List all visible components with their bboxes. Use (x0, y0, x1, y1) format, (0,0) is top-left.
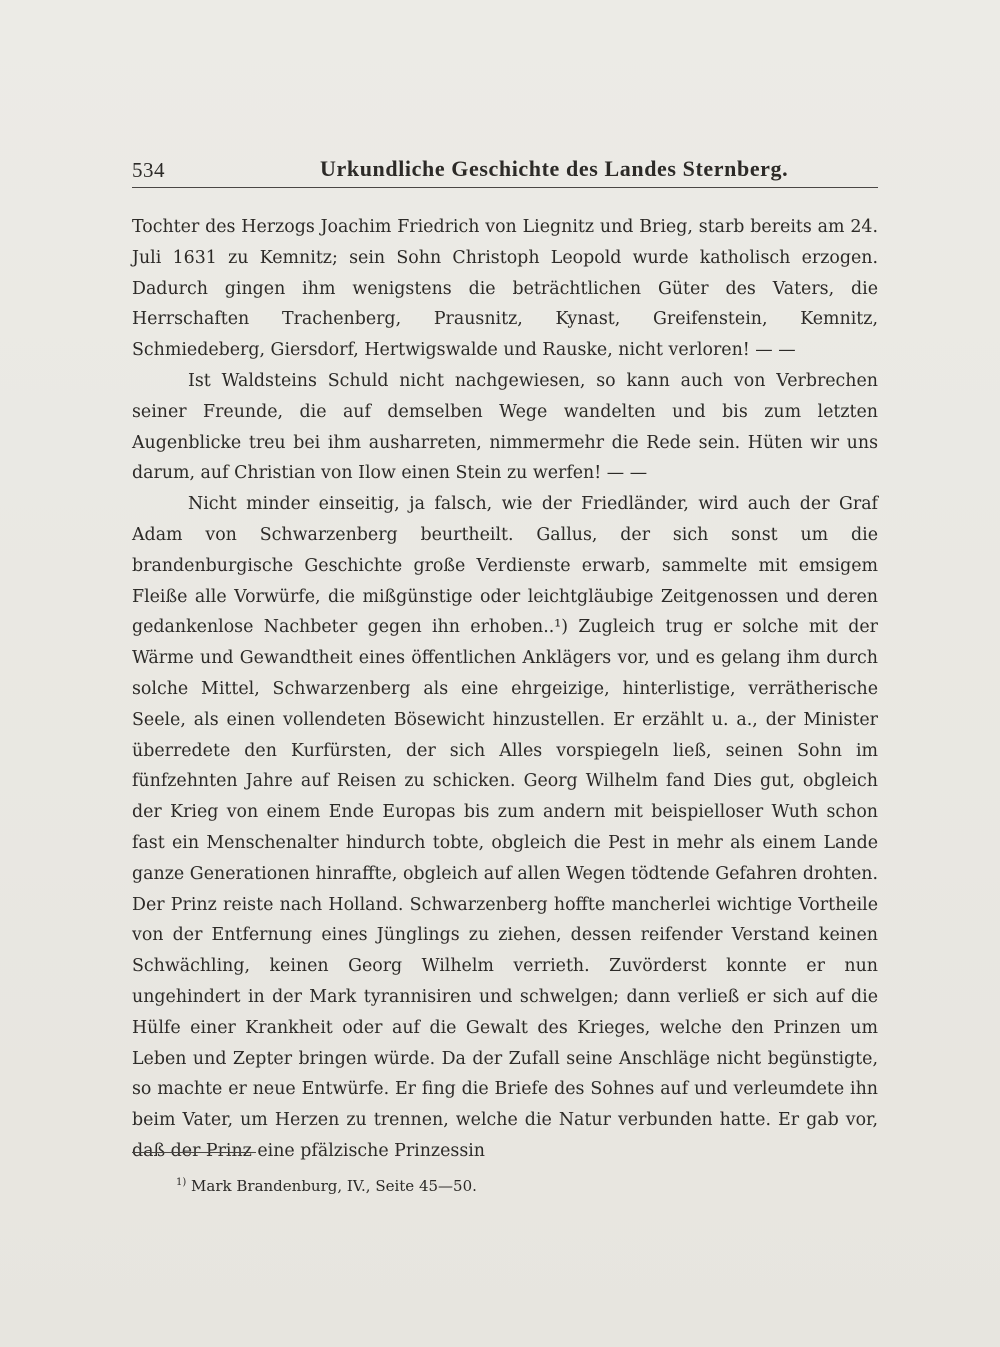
body-text (132, 212, 878, 1167)
page-header (132, 152, 878, 186)
paragraph-continued: Tochter des Herzogs Joachim Friedrich von Liegnitz und Brieg, starb bereits am 24. Juli 1631 zu Kemnitz; sein Sohn Christoph Leopold wurde katholisch erzogen. Dadurch gingen ihm wenigstens die beträchtlichen Güter des Vaters, die Herrschaften Trachenberg, Prausnitz, Kynast, Greifenstein, Kemnitz, Schmiedeberg, Giersdorf, Hertwigswalde und Rauske, nicht verloren! — — (132, 217, 878, 361)
footnote-rule (132, 1152, 256, 1153)
paragraph: Ist Waldsteins Schuld nicht nachgewiesen, so kann auch von Verbrechen seiner Freunde, die auf demselben Wege wandelten und bis zum letzten Augenblicke treu bei ihm ausharreten, nimmermehr die Rede sein. Hüten wir uns darum, auf Christian von Ilow einen Stein zu werfen! — — (132, 370, 878, 484)
paragraph: Nicht minder einseitig, ja falsch, wie der Friedländer, wird auch der Graf Adam von Schwarzenberg beurtheilt. Gallus, der sich sonst um die brandenburgische Geschichte große Verdienste erwarb, sammelte mit emsigem Fleiße alle Vorwürfe, die mißgünstige oder leichtgläubige Zeitgenossen und deren gedankenlose Nachbeter gegen ihn erhoben..¹) Zugleich trug er solche mit der Wärme und Gewandtheit eines öffentlichen Anklägers vor, und es gelang ihm durch solche Mittel, Schwarzenberg als eine ehrgeizige, hinterlistige, verrätherische Seele, als einen vollendeten Bösewicht hinzustellen. Er erzählt u. a., der Minister überredete den Kurfürsten, der sich Alles vorspiegeln ließ, seinen Sohn im fünfzehnten Jahre auf Reisen zu schicken. Georg Wilhelm fand Dies gut, obgleich der Krieg von einem Ende Europas bis zum andern mit beispielloser Wuth schon fast ein Menschenalter hindurch tobte, obgleich die Pest in mehr als einem Lande ganze Generationen hinraffte, obgleich auf allen Wegen tödtende Gefahren drohten. Der Prinz reiste nach Holland. Schwarzenberg hoffte mancherlei wichtige Vortheile von der Entfernung eines Jünglings zu ziehen, dessen reifender Verstand keinen Schwächling, keinen Georg Wilhelm verrieth. Zuvörderst konnte er nun ungehindert in der Mark tyrannisiren und schwelgen; dann verließ er sich auf die Hülfe einer Krankheit oder auf die Gewalt des Krieges, welche den Prinzen um Leben und Zepter bringen würde. Da der Zufall seine Anschläge nicht begünstigte, so machte er neue Entwürfe. Er fing die Briefe des Sohnes auf und verleumdete ihn beim Vater, um Herzen zu trennen, welche die Natur verbunden hatte. Er gab vor, daß der Prinz eine pfälzische Prinzessin (132, 494, 878, 1161)
page-number: 534 (132, 158, 165, 182)
header-rule (132, 187, 878, 188)
footnote (176, 1174, 876, 1198)
footnote-text: Mark Brandenburg, IV., Seite 45—50. (191, 1177, 477, 1195)
footnote-marker: 1) (176, 1177, 187, 1188)
running-title: Urkundliche Geschichte des Landes Sternberg. (320, 156, 789, 181)
